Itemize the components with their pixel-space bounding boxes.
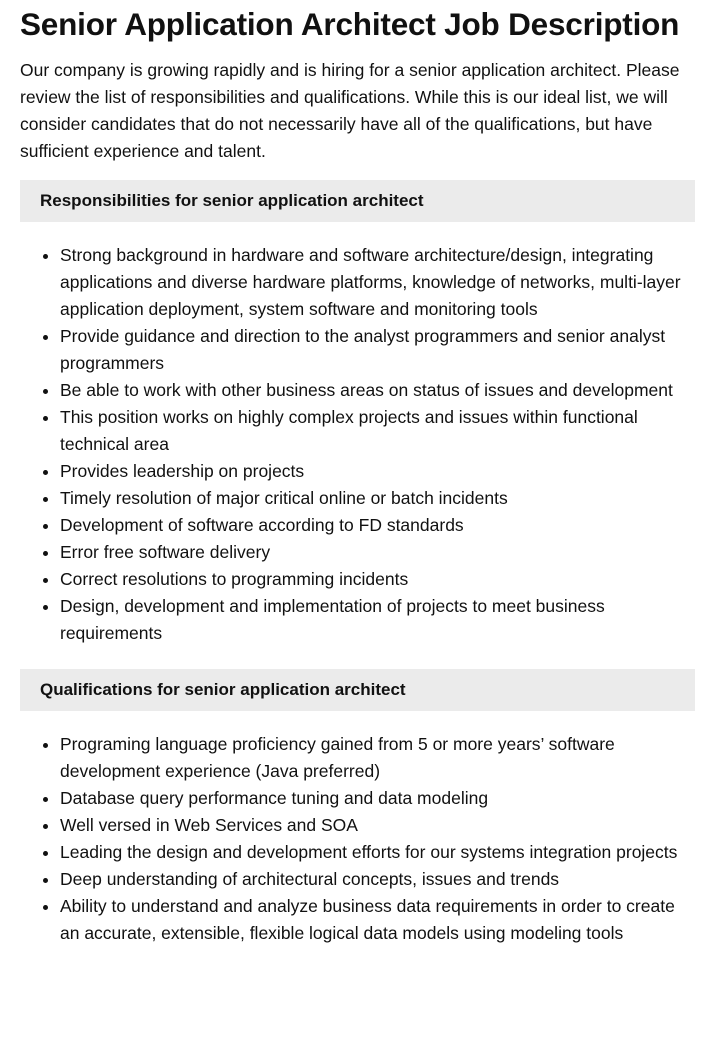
list-item: • Deep understanding of architectural concepts, issues and trends [60,866,695,893]
list-item: • Timely resolution of major critical online or batch incidents [60,485,695,512]
list-item: • Provides leadership on projects [60,458,695,485]
list-item: • Correct resolutions to programming incidents [60,566,695,593]
list-item: • Well versed in Web Services and SOA [60,812,695,839]
qualifications-heading: Qualifications for senior application architect [20,669,695,711]
qualifications-list [20,731,695,947]
list-item: • Programing language proficiency gained from 5 or more years’ software development experience (Java preferred) [60,731,695,785]
page-title: Senior Application Architect Job Description [20,6,680,42]
list-item: • Database query performance tuning and data modeling [60,785,695,812]
list-item: • This position works on highly complex projects and issues within functional technical area [60,404,695,458]
list-item: • Development of software according to FD standards [60,512,695,539]
list-item: • Leading the design and development efforts for our systems integration projects [60,839,695,866]
intro-paragraph: Our company is growing rapidly and is hiring for a senior application architect. Please review the list of responsibilities and qualifications. While this is our ideal list, we will consider candidates that do not necessarily have all of the qualifications, but have sufficient experience and talent. [20,60,680,161]
list-item: • Provide guidance and direction to the analyst programmers and senior analyst programmers [60,323,695,377]
list-item: • Strong background in hardware and software architecture/design, integrating applications and diverse hardware platforms, knowledge of networks, multi-layer application deployment, system software and monitoring tools [60,242,695,323]
list-item: • Ability to understand and analyze business data requirements in order to create an accurate, extensible, flexible logical data models using modeling tools [60,893,695,947]
responsibilities-heading: Responsibilities for senior application architect [20,180,695,222]
list-item: • Be able to work with other business areas on status of issues and development [60,377,695,404]
list-item: • Design, development and implementation of projects to meet business requirements [60,593,695,647]
list-item: • Error free software delivery [60,539,695,566]
responsibilities-list [20,242,695,647]
